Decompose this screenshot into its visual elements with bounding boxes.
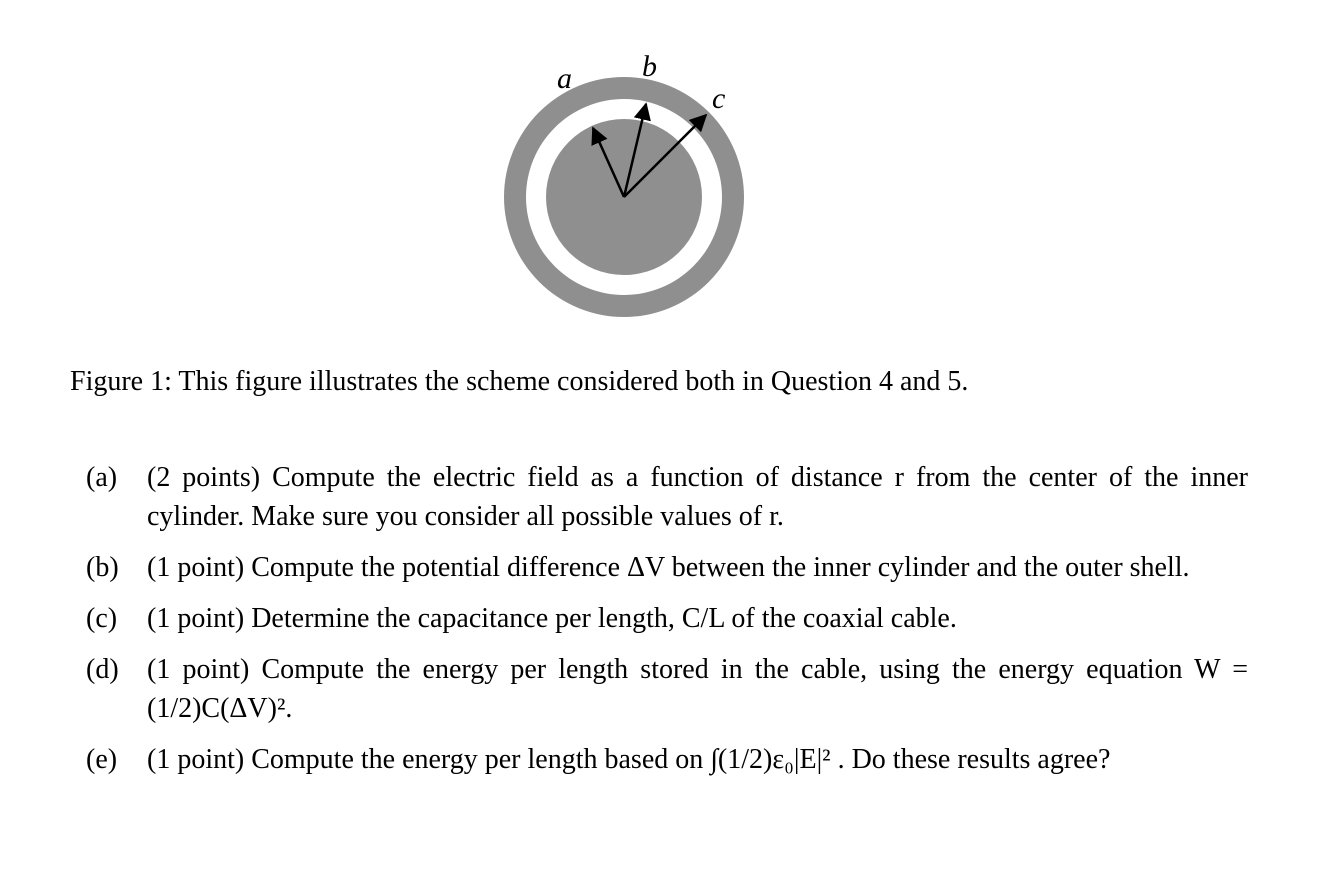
- question-text: (1 point) Compute the energy per length stored in the cable, using the energy equation W = (1/2)C(ΔV)².: [147, 654, 1248, 724]
- question-label: (e): [86, 744, 118, 775]
- question-item: [86, 650, 1248, 728]
- question-text: (1 point) Compute the energy per length based on ∫(1/2)ε₀|E|² . Do these results agree?: [147, 744, 1111, 775]
- question-text: (1 point) Compute the potential difference ΔV between the inner cylinder and the outer shell.: [147, 552, 1190, 583]
- question-label: (a): [86, 462, 118, 493]
- question-text: (1 point) Determine the capacitance per length, C/L of the coaxial cable.: [147, 603, 957, 634]
- question-item: [86, 599, 1248, 638]
- label-a: a: [557, 62, 572, 95]
- figure-caption: Figure 1: This figure illustrates the scheme considered both in Question 4 and 5.: [70, 366, 969, 397]
- label-b: b: [642, 52, 657, 83]
- question-label: (d): [86, 654, 119, 685]
- question-list: [86, 458, 1248, 791]
- question-text: (2 points) Compute the electric field as a function of distance r from the center of the inner cylinder. Make sure you consider all possible values of r.: [147, 462, 1248, 532]
- question-item: [86, 458, 1248, 536]
- question-item: [86, 740, 1248, 779]
- coaxial-cable-figure: [500, 52, 750, 322]
- question-label: (b): [86, 552, 119, 583]
- question-label: (c): [86, 603, 118, 634]
- label-c: c: [712, 82, 726, 115]
- question-item: [86, 548, 1248, 587]
